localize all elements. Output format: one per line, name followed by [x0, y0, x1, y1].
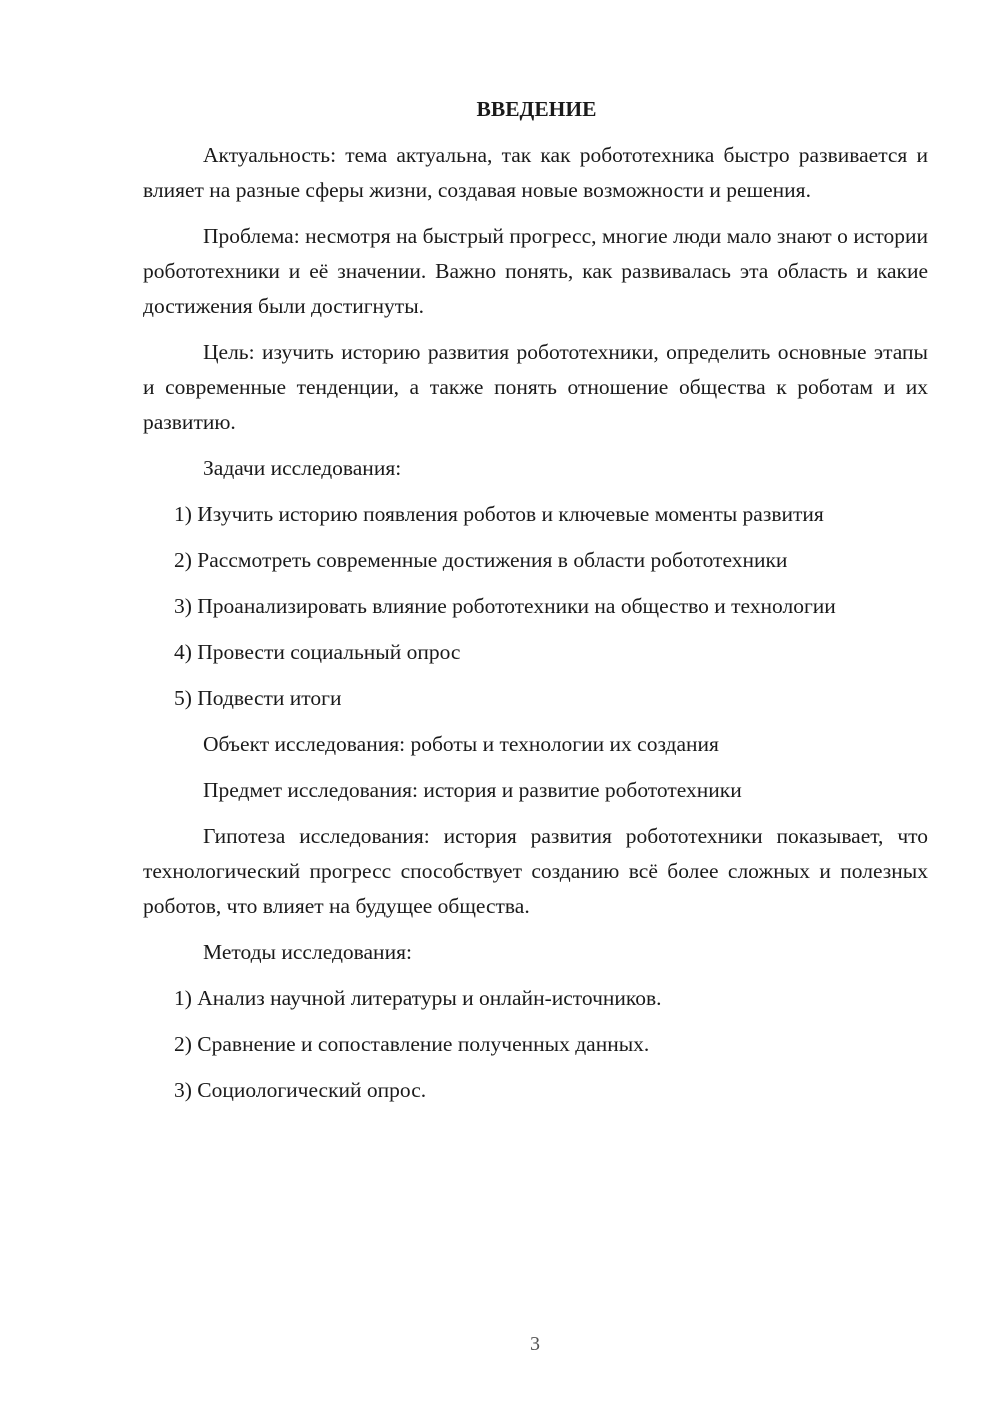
goal-paragraph: Цель: изучить историю развития робототехники, определить основные этапы и современные тенденции, а также понять отношение общества к роботам и их развитию.	[143, 340, 928, 434]
method-item: 2) Сравнение и сопоставление полученных данных.	[174, 1032, 650, 1056]
section-heading: ВВЕДЕНИЕ	[476, 97, 597, 121]
subject-paragraph: Предмет исследования: история и развитие робототехники	[203, 778, 742, 802]
tasks-title: Задачи исследования:	[203, 456, 402, 480]
method-item: 3) Социологический опрос.	[174, 1078, 427, 1102]
document-page	[143, 92, 928, 1119]
relevance-paragraph: Актуальность: тема актуальна, так как робототехника быстро развивается и влияет на разные сферы жизни, создавая новые возможности и решения.	[143, 143, 928, 202]
object-paragraph: Объект исследования: роботы и технологии их создания	[203, 732, 719, 756]
page-number: 3	[530, 1333, 540, 1355]
task-item: 2) Рассмотреть современные достижения в области робототехники	[174, 548, 788, 572]
methods-title: Методы исследования:	[203, 940, 412, 964]
task-item: 5) Подвести итоги	[174, 686, 342, 710]
method-item: 1) Анализ научной литературы и онлайн-источников.	[174, 986, 662, 1010]
task-item: 4) Провести социальный опрос	[174, 640, 461, 664]
problem-paragraph: Проблема: несмотря на быстрый прогресс, многие люди мало знают о истории робототехники и её значении. Важно понять, как развивалась эта область и какие достижения были достигнуты.	[143, 224, 928, 318]
hypothesis-paragraph: Гипотеза исследования: история развития робототехники показывает, что технологический прогресс способствует созданию всё более сложных и полезных роботов, что влияет на будущее общества.	[143, 824, 928, 918]
task-item: 3) Проанализировать влияние робототехники на общество и технологии	[174, 594, 836, 618]
task-item: 1) Изучить историю появления роботов и ключевые моменты развития	[174, 502, 824, 526]
